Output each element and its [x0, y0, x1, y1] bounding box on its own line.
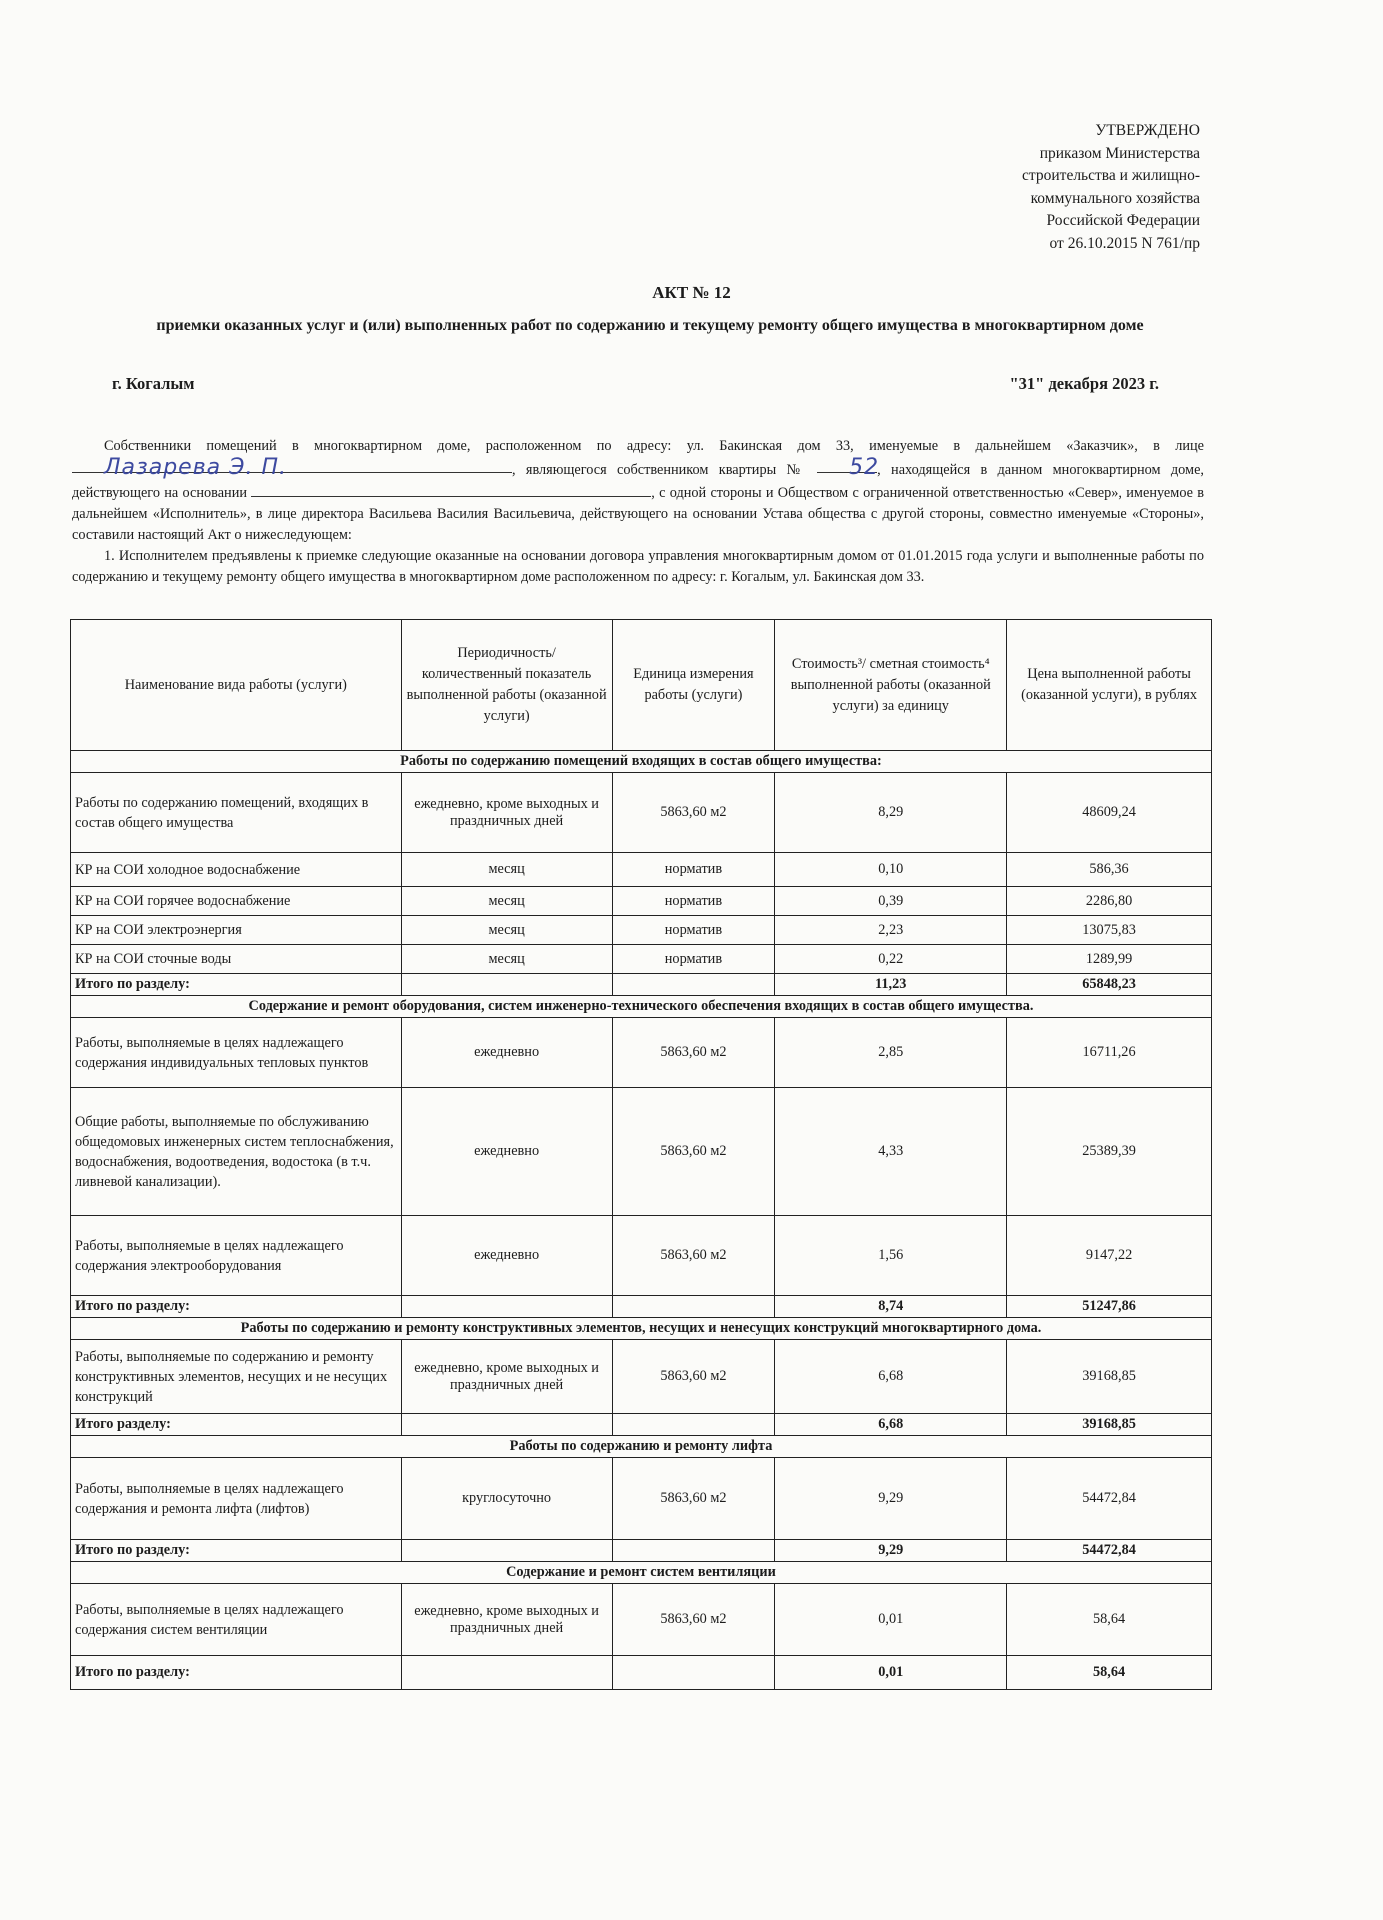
header-price: Цена выполненной работы (оказанной услуги), в рублях [1007, 620, 1212, 751]
empty-cell [612, 1414, 775, 1436]
cell-unit: 5863,60 м2 [612, 1088, 775, 1216]
total-label: Итого по разделу: [71, 1656, 402, 1690]
approval-line: коммунального хозяйства [1030, 189, 1200, 207]
approval-line: УТВЕРЖДЕНО [1095, 122, 1200, 139]
cell-cost: 2,85 [775, 1018, 1007, 1088]
section-total-row [71, 974, 1212, 996]
cell-price: 9147,22 [1007, 1216, 1212, 1296]
section-title: Работы по содержанию и ремонту конструктивных элементов, несущих и ненесущих конструкций многоквартирного дома. [71, 1318, 1212, 1340]
approval-stamp [1022, 120, 1200, 255]
header-cost: Стоимость³/ сметная стоимость⁴ выполненной работы (оказанной услуги) за единицу [775, 620, 1007, 751]
total-label: Итого разделу: [71, 1414, 402, 1436]
cell-period: месяц [401, 887, 612, 916]
cell-price: 48609,24 [1007, 773, 1212, 853]
works-table [70, 619, 1212, 1690]
cell-cost: 0,01 [775, 1584, 1007, 1656]
total-price: 54472,84 [1007, 1540, 1212, 1562]
cell-period: месяц [401, 916, 612, 945]
table-row [71, 1458, 1212, 1540]
empty-cell [612, 1296, 775, 1318]
cell-price: 2286,80 [1007, 887, 1212, 916]
total-price: 39168,85 [1007, 1414, 1212, 1436]
owner-name-field [72, 455, 512, 480]
table-row [71, 773, 1212, 853]
section-header-row [71, 1318, 1212, 1340]
total-cost: 8,74 [775, 1296, 1007, 1318]
section-title: Работы по содержанию помещений входящих в состав общего имущества: [71, 751, 1212, 773]
cell-name: Работы, выполняемые по содержанию и ремонту конструктивных элементов, несущих и не несущих конструкций [71, 1340, 402, 1414]
table-row [71, 916, 1212, 945]
cell-price: 25389,39 [1007, 1088, 1212, 1216]
cell-unit: норматив [612, 853, 775, 887]
section-total-row [71, 1414, 1212, 1436]
empty-cell [612, 974, 775, 996]
cell-unit: 5863,60 м2 [612, 773, 775, 853]
table-row [71, 1088, 1212, 1216]
intro-paragraph-1 [72, 436, 1204, 546]
cell-name: Работы, выполняемые в целях надлежащего содержания систем вентиляции [71, 1584, 402, 1656]
cell-name: КР на СОИ сточные воды [71, 945, 402, 974]
cell-period: ежедневно, кроме выходных и праздничных дней [401, 1340, 612, 1414]
cell-unit: 5863,60 м2 [612, 1018, 775, 1088]
cell-period: месяц [401, 945, 612, 974]
section-header-row [71, 1562, 1212, 1584]
cell-cost: 0,39 [775, 887, 1007, 916]
approval-line: Российской Федерации [1046, 212, 1200, 229]
intro-text-d: , с одной стороны и Обществом с ограниченной ответственностью «Север», именуемое в дальнейшем «Исполнитель», в лице директора Васильева Василия Васильевича, действующего на основании Устава общества с другой стороны, совместно именуемые «Стороны», составили настоящий Акт о нижеследующем: [72, 485, 1204, 543]
cell-name: Работы по содержанию помещений, входящих в состав общего имущества [71, 773, 402, 853]
cell-cost: 2,23 [775, 916, 1007, 945]
cell-cost: 6,68 [775, 1340, 1007, 1414]
cell-price: 1289,99 [1007, 945, 1212, 974]
cell-price: 13075,83 [1007, 916, 1212, 945]
table-row [71, 887, 1212, 916]
cell-unit: 5863,60 м2 [612, 1216, 775, 1296]
document-subtitle: приемки оказанных услуг и (или) выполненных работ по содержанию и текущему ремонту общего имущества в многоквартирном доме [156, 317, 1144, 334]
cell-unit: норматив [612, 887, 775, 916]
empty-cell [401, 1414, 612, 1436]
cell-period: круглосуточно [401, 1458, 612, 1540]
cell-cost: 9,29 [775, 1458, 1007, 1540]
intro-text-b: , являющегося собственником квартиры № [512, 462, 807, 478]
cell-unit: норматив [612, 945, 775, 974]
cell-cost: 0,22 [775, 945, 1007, 974]
document-title: АКТ № 12 [652, 283, 731, 302]
total-cost: 9,29 [775, 1540, 1007, 1562]
empty-cell [612, 1656, 775, 1690]
section-total-row [71, 1656, 1212, 1690]
total-label: Итого по разделу: [71, 1296, 402, 1318]
section-header-row [71, 751, 1212, 773]
header-unit: Единица измерения работы (услуги) [612, 620, 775, 751]
empty-cell [401, 1540, 612, 1562]
cell-price: 16711,26 [1007, 1018, 1212, 1088]
total-price: 65848,23 [1007, 974, 1212, 996]
cell-unit: 5863,60 м2 [612, 1584, 775, 1656]
table-row [71, 853, 1212, 887]
cell-price: 586,36 [1007, 853, 1212, 887]
cell-cost: 0,10 [775, 853, 1007, 887]
header-periodicity: Периодичность/ количественный показатель выполненной работы (оказанной услуги) [401, 620, 612, 751]
intro-text-c: , находящейся в данном многоквартирном доме, действующего на основании [72, 462, 1204, 501]
empty-cell [401, 1656, 612, 1690]
section-header-row [71, 996, 1212, 1018]
cell-period: ежедневно [401, 1088, 612, 1216]
cell-unit: 5863,60 м2 [612, 1458, 775, 1540]
cell-price: 58,64 [1007, 1584, 1212, 1656]
total-cost: 6,68 [775, 1414, 1007, 1436]
cell-period: ежедневно, кроме выходных и праздничных дней [401, 773, 612, 853]
total-price: 51247,86 [1007, 1296, 1212, 1318]
document-date: "31" декабря 2023 г. [1009, 374, 1159, 393]
approval-line: строительства и жилищно- [1022, 167, 1200, 184]
total-cost: 0,01 [775, 1656, 1007, 1690]
cell-cost: 1,56 [775, 1216, 1007, 1296]
empty-cell [401, 974, 612, 996]
approval-line: от 26.10.2015 N 761/пр [1049, 234, 1200, 252]
section-total-row [71, 1296, 1212, 1318]
cell-price: 54472,84 [1007, 1458, 1212, 1540]
handwritten-name: Лазарева Э. П. [104, 455, 288, 480]
cell-period: месяц [401, 853, 612, 887]
cell-name: Работы, выполняемые в целях надлежащего содержания и ремонта лифта (лифтов) [71, 1458, 402, 1540]
cell-name: Работы, выполняемые в целях надлежащего содержания индивидуальных тепловых пунктов [71, 1018, 402, 1088]
apartment-number-field [817, 455, 880, 480]
section-title: Содержание и ремонт систем вентиляции [71, 1562, 1212, 1584]
section-title: Содержание и ремонт оборудования, систем инженерно-технического обеспечения входящих в состав общего имущества. [71, 996, 1212, 1018]
cell-name: КР на СОИ горячее водоснабжение [71, 887, 402, 916]
total-label: Итого по разделу: [71, 1540, 402, 1562]
cell-period: ежедневно [401, 1018, 612, 1088]
cell-period: ежедневно, кроме выходных и праздничных дней [401, 1584, 612, 1656]
empty-cell [612, 1540, 775, 1562]
intro-paragraph-2: 1. Исполнителем предъявлены к приемке следующие оказанные на основании договора управления многоквартирным домом от 01.01.2015 года услуги и выполненные работы по содержанию и текущему ремонту общего имущества в многоквартирном доме расположенном по адресу: г. Когалым, ул. Бакинская дом 33. [72, 548, 1204, 585]
table-row [71, 1340, 1212, 1414]
cell-period: ежедневно [401, 1216, 612, 1296]
table-row [71, 945, 1212, 974]
cell-cost: 4,33 [775, 1088, 1007, 1216]
cell-name: Общие работы, выполняемые по обслуживанию общедомовых инженерных систем теплоснабжения, водоснабжения, водоотведения, водостока (в т.ч. ливневой канализации). [71, 1088, 402, 1216]
table-header-row [71, 620, 1212, 751]
handwritten-apartment: 52 [849, 455, 880, 480]
approval-line: приказом Министерства [1039, 144, 1200, 162]
total-price: 58,64 [1007, 1656, 1212, 1690]
cell-unit: норматив [612, 916, 775, 945]
table-row [71, 1216, 1212, 1296]
basis-field [251, 481, 651, 497]
cell-price: 39168,85 [1007, 1340, 1212, 1414]
cell-name: КР на СОИ электроэнергия [71, 916, 402, 945]
header-name: Наименование вида работы (услуги) [71, 620, 402, 751]
total-label: Итого по разделу: [71, 974, 402, 996]
section-header-row [71, 1436, 1212, 1458]
section-total-row [71, 1540, 1212, 1562]
cell-name: КР на СОИ холодное водоснабжение [71, 853, 402, 887]
section-title: Работы по содержанию и ремонту лифта [71, 1436, 1212, 1458]
city: г. Когалым [112, 374, 195, 393]
table-row [71, 1584, 1212, 1656]
empty-cell [401, 1296, 612, 1318]
cell-unit: 5863,60 м2 [612, 1340, 775, 1414]
cell-cost: 8,29 [775, 773, 1007, 853]
cell-name: Работы, выполняемые в целях надлежащего содержания электрооборудования [71, 1216, 402, 1296]
intro-text-a: Собственники помещений в многоквартирном доме, расположенном по адресу: ул. Бакинская дом 33, именуемые в дальнейшем «Заказчик», в лице [104, 438, 1204, 454]
table-row [71, 1018, 1212, 1088]
total-cost: 11,23 [775, 974, 1007, 996]
intro-text [72, 436, 1204, 588]
